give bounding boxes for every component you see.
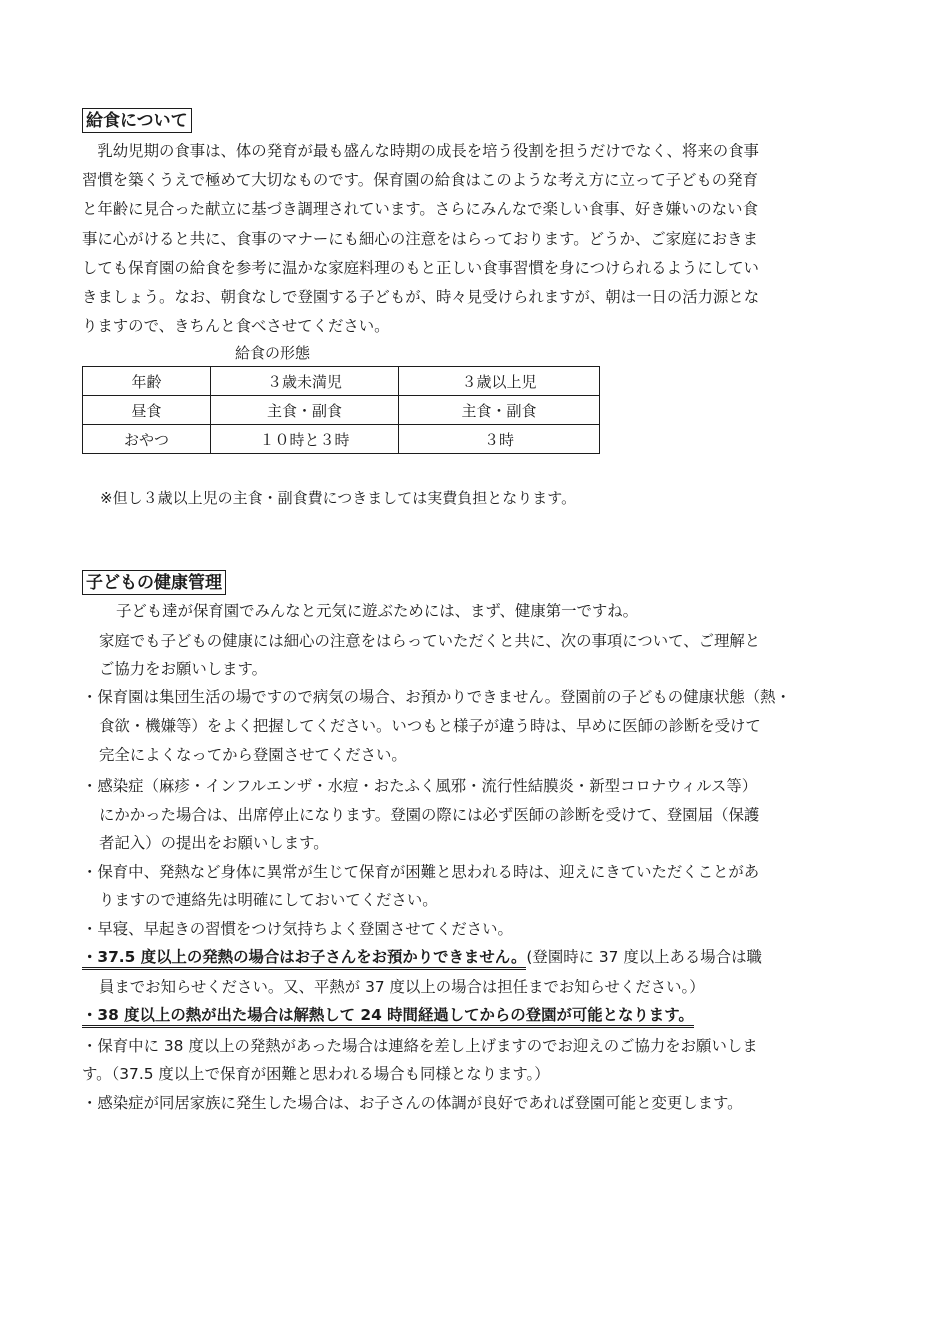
bullet-line: ・保育中に 38 度以上の発熱があった場合は連絡を差し上げますのでお迎えのご協力をお願いしま	[82, 1037, 758, 1055]
fee-note: ※但し３歳以上児の主食・副食費につきましては実費負担となります。	[100, 489, 577, 507]
paragraph-line: りますので、きちんと食べさせてください。	[82, 317, 390, 336]
bullet-line: す。（37.5 度以上で保育が困難と思われる場合も同様となります。）	[82, 1065, 550, 1083]
fever-rule-emphasis: ・37.5 度以上の発熱の場合はお子さんをお預かりできません。	[82, 948, 526, 970]
bullet-line: にかかった場合は、出席停止になります。登園の際には必ず医師の診断を受けて、登園届（保護	[99, 806, 760, 824]
meal-section-title: 給食について	[82, 108, 192, 133]
bullet-line: 者記入）の提出をお願いします。	[99, 834, 329, 852]
meal-table-caption: 給食の形態	[235, 344, 311, 362]
paragraph-line: 乳幼児期の食事は、体の発育が最も盛んな時期の成長を培う役割を担うだけでなく、将来の食事	[82, 142, 759, 160]
bullet-line: 員までお知らせください。又、平熱が 37 度以上の場合は担任までお知らせください。）	[99, 978, 705, 996]
table-row	[83, 396, 600, 425]
bullet-line-emphasis	[82, 1005, 694, 1025]
paragraph-line: と年齢に見合った献立に基づき調理されています。さらにみんなで楽しい食事、好き嫌いのない食	[82, 200, 758, 219]
table-cell: 昼食	[83, 396, 211, 425]
table-cell: おやつ	[83, 425, 211, 454]
bullet-line: ・早寝、早起きの習慣をつけ気持ちよく登園させてください。	[82, 920, 513, 938]
table-cell: １０時と３時	[211, 425, 399, 454]
meal-form-table	[82, 366, 600, 454]
meal-section-paragraph	[82, 137, 759, 341]
bullet-line: 食欲・機嫌等）をよく把握してください。いつもと様子が違う時は、早めに医師の診断を受けて	[99, 717, 761, 735]
paragraph-line: 事に心がけると共に、食事のマナーにも細心の注意をはらっております。どうか、ご家庭におきま	[82, 229, 758, 248]
bullet-line: ・感染症が同居家族に発生した場合は、お子さんの体調が良好であれば登園可能と変更します。	[82, 1094, 743, 1112]
bullet-line: 完全によくなってから登園させてください。	[99, 746, 407, 764]
paragraph-line: きましょう。なお、朝食なしで登園する子どもが、時々見受けられますが、朝は一日の活力源とな	[82, 287, 760, 306]
paragraph-line: しても保育園の給食を参考に温かな家庭料理のもと正しい食事習慣を身につけられるようにしてい	[82, 258, 759, 277]
bullet-line: ・保育中、発熱など身体に異常が生じて保育が困難と思われる時は、迎えにきていただくことがあ	[82, 863, 760, 881]
bullet-line: ・保育園は集団生活の場ですので病気の場合、お預かりできません。登園前の子どもの健康状態（熱・	[82, 688, 791, 706]
table-cell: 主食・副食	[399, 396, 600, 425]
table-row	[83, 425, 600, 454]
fever-rule-note: (登園時に 37 度以上ある場合は職	[526, 948, 762, 966]
bullet-line: りますので連絡先は明確にしておいてください。	[99, 891, 438, 909]
table-cell: ３歳以上児	[399, 367, 600, 396]
table-cell: 年齢	[83, 367, 211, 396]
table-cell: 主食・副食	[211, 396, 399, 425]
health-intro-line: 家庭でも子どもの健康には細心の注意をはらっていただくと共に、次の事項について、ご理解と	[99, 632, 761, 650]
health-section-title: 子どもの健康管理	[82, 570, 226, 595]
bullet-line: ・感染症（麻疹・インフルエンザ・水痘・おたふく風邪・流行性結膜炎・新型コロナウィルス等）	[82, 777, 758, 795]
health-intro-line: ご協力をお願いします。	[99, 660, 268, 678]
health-intro-line: 子ども達が保育園でみんなと元気に遊ぶためには、まず、健康第一ですね。	[116, 602, 639, 620]
paragraph-line: 習慣を築くうえで極めて大切なものです。保育園の給食はこのような考え方に立って子どもの発育	[82, 171, 758, 190]
recovery-rule-emphasis: ・38 度以上の熱が出た場合は解熱して 24 時間経過してからの登園が可能となります。	[82, 1006, 694, 1028]
bullet-line-emphasis	[82, 947, 762, 967]
table-cell: ３時	[399, 425, 600, 454]
table-cell: ３歳未満児	[211, 367, 399, 396]
table-row	[83, 367, 600, 396]
